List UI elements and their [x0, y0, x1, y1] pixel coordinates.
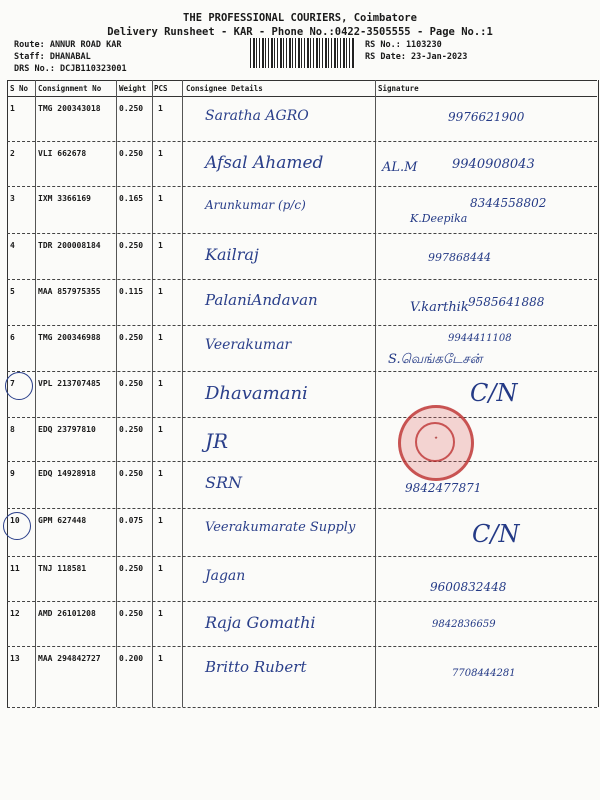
col-header-consignment: Consignment No — [38, 84, 102, 93]
row-sno: 6 — [10, 333, 15, 342]
row-sno: 10 — [10, 516, 20, 525]
col-divider — [35, 80, 36, 707]
row-consignee-handwritten: Dhavamani — [205, 383, 308, 404]
row-sno: 9 — [10, 469, 15, 478]
row-weight: 0.250 — [119, 333, 144, 342]
row-pcs: 1 — [158, 149, 163, 158]
row-divider — [7, 233, 597, 234]
row-divider — [7, 371, 597, 372]
col-header-pcs: PCS — [154, 84, 168, 93]
row-divider — [7, 141, 597, 142]
col-header-sno: S No — [10, 84, 29, 93]
row-sno: 2 — [10, 149, 15, 158]
row-6-signature-name: S.வெங்கடேசன் — [388, 352, 483, 367]
row-weight: 0.250 — [119, 379, 144, 388]
company-stamp — [398, 405, 474, 481]
col-divider — [375, 80, 376, 707]
row-divider — [7, 707, 597, 708]
company-title: THE PROFESSIONAL COURIERS, Coimbatore — [183, 12, 417, 24]
row-consignment-no: GPM 627448 — [38, 516, 87, 525]
row-consignment-no: TMG 200343018 — [38, 104, 101, 113]
row-consignment-no: VPL 213707485 — [38, 379, 101, 388]
col-divider — [152, 80, 153, 707]
row-consignment-no: TMG 200346988 — [38, 333, 101, 342]
runsheet-title: Delivery Runsheet - KAR - Phone No.:0422-3505555 - Page No.:1 — [107, 26, 493, 38]
row-divider — [7, 508, 597, 509]
row-3-signature-name: K.Deepika — [410, 212, 468, 225]
row-weight: 0.250 — [119, 609, 144, 618]
row-consignee-handwritten: Britto Rubert — [205, 658, 307, 676]
row-7-circle-mark — [5, 372, 33, 400]
row-weight: 0.250 — [119, 564, 144, 573]
row-consignment-no: MAA 294842727 — [38, 654, 101, 663]
row-pcs: 1 — [158, 654, 163, 663]
row-pcs: 1 — [158, 241, 163, 250]
row-pcs: 1 — [158, 516, 163, 525]
row-signature: 9976621900 — [448, 110, 525, 124]
row-consignee-handwritten: JR — [205, 429, 229, 453]
row-consignment-no: TDR 200008184 — [38, 241, 101, 250]
col-header-consignee: Consignee Details — [186, 84, 263, 93]
row-sno: 5 — [10, 287, 15, 296]
row-consignment-no: EDQ 23797810 — [38, 425, 96, 434]
row-weight: 0.115 — [119, 287, 144, 296]
stamp-text: ★ — [434, 434, 438, 441]
row-consignment-no: IXM 3366169 — [38, 194, 91, 203]
row-signature: 8344558802 — [470, 196, 547, 210]
row-consignee-handwritten: Veerakumar — [205, 337, 292, 353]
row-signature: 9600832448 — [430, 580, 507, 594]
row-divider — [7, 325, 597, 326]
row-weight: 0.165 — [119, 194, 144, 203]
row-signature: 9940908043 — [452, 157, 535, 172]
col-divider — [116, 80, 117, 707]
rs-date: RS Date: 23-Jan-2023 — [365, 52, 468, 62]
row-pcs: 1 — [158, 609, 163, 618]
col-header-weight: Weight — [119, 84, 147, 93]
row-sno: 13 — [10, 654, 20, 663]
row-consignee-handwritten: PalaniAndavan — [205, 291, 318, 309]
row-signature: 7708444281 — [452, 668, 516, 679]
table-top-border — [7, 80, 597, 81]
row-consignment-no: TNJ 118581 — [38, 564, 87, 573]
row-consignment-no: VLI 662678 — [38, 149, 87, 158]
row-consignee-handwritten: Kailraj — [205, 245, 259, 264]
route-label: Route: ANNUR ROAD KAR — [14, 40, 122, 50]
row-signature: 9585641888 — [468, 295, 545, 309]
row-sno: 3 — [10, 194, 15, 203]
row-weight: 0.200 — [119, 654, 144, 663]
row-pcs: 1 — [158, 564, 163, 573]
col-divider — [182, 80, 183, 707]
staff-label: Staff: DHANABAL — [14, 52, 91, 62]
row-signature: C/N — [472, 520, 520, 548]
row-divider — [7, 186, 597, 187]
row-consignee-handwritten: Veerakumarate Supply — [205, 520, 356, 535]
row-consignee-handwritten: Jagan — [205, 568, 246, 584]
row-pcs: 1 — [158, 194, 163, 203]
row-weight: 0.250 — [119, 149, 144, 158]
row-divider — [7, 417, 597, 418]
col-header-signature: Signature — [378, 84, 419, 93]
row-pcs: 1 — [158, 469, 163, 478]
row-consignee-handwritten: Afsal Ahamed — [205, 153, 324, 173]
row-pcs: 1 — [158, 333, 163, 342]
row-sno: 11 — [10, 564, 20, 573]
row-signature: 9842836659 — [432, 619, 496, 630]
row-divider — [7, 461, 597, 462]
row-consignee-handwritten: SRN — [205, 473, 243, 492]
row-consignment-no: AMD 26101208 — [38, 609, 96, 618]
row-weight: 0.075 — [119, 516, 144, 525]
row-divider — [7, 556, 597, 557]
row-signature: C/N — [470, 379, 518, 407]
row-10-circle-mark — [3, 512, 31, 540]
stamp-inner-ring — [415, 422, 455, 462]
row-pcs: 1 — [158, 425, 163, 434]
row-signature: 997868444 — [428, 251, 491, 264]
row-weight: 0.250 — [119, 241, 144, 250]
row-sno: 7 — [10, 379, 15, 388]
row-weight: 0.250 — [119, 469, 144, 478]
row-pcs: 1 — [158, 379, 163, 388]
row-sno: 1 — [10, 104, 15, 113]
row-5-signature-name: V.karthik — [410, 300, 469, 315]
row-consignee-handwritten: Arunkumar (p/c) — [205, 198, 306, 212]
row-sno: 12 — [10, 609, 20, 618]
row-signature: 9944411108 — [448, 333, 512, 344]
row-pcs: 1 — [158, 104, 163, 113]
barcode — [250, 38, 355, 68]
row-signature: 9842477871 — [405, 481, 482, 495]
row-divider — [7, 646, 597, 647]
drs-label: DRS No.: DCJB110323001 — [14, 64, 127, 74]
row-consignee-handwritten: Raja Gomathi — [205, 613, 316, 632]
table-header-divider — [7, 96, 597, 97]
row-pcs: 1 — [158, 287, 163, 296]
row-weight: 0.250 — [119, 104, 144, 113]
row-weight: 0.250 — [119, 425, 144, 434]
row-sno: 4 — [10, 241, 15, 250]
row-divider — [7, 279, 597, 280]
row-consignee-handwritten: Saratha AGRO — [205, 108, 309, 124]
row-consignment-no: MAA 857975355 — [38, 287, 101, 296]
row-divider — [7, 601, 597, 602]
row-2-signature-name: AL.M — [382, 160, 418, 175]
row-sno: 8 — [10, 425, 15, 434]
rs-number: RS No.: 1103230 — [365, 40, 442, 50]
row-consignment-no: EDQ 14928918 — [38, 469, 96, 478]
